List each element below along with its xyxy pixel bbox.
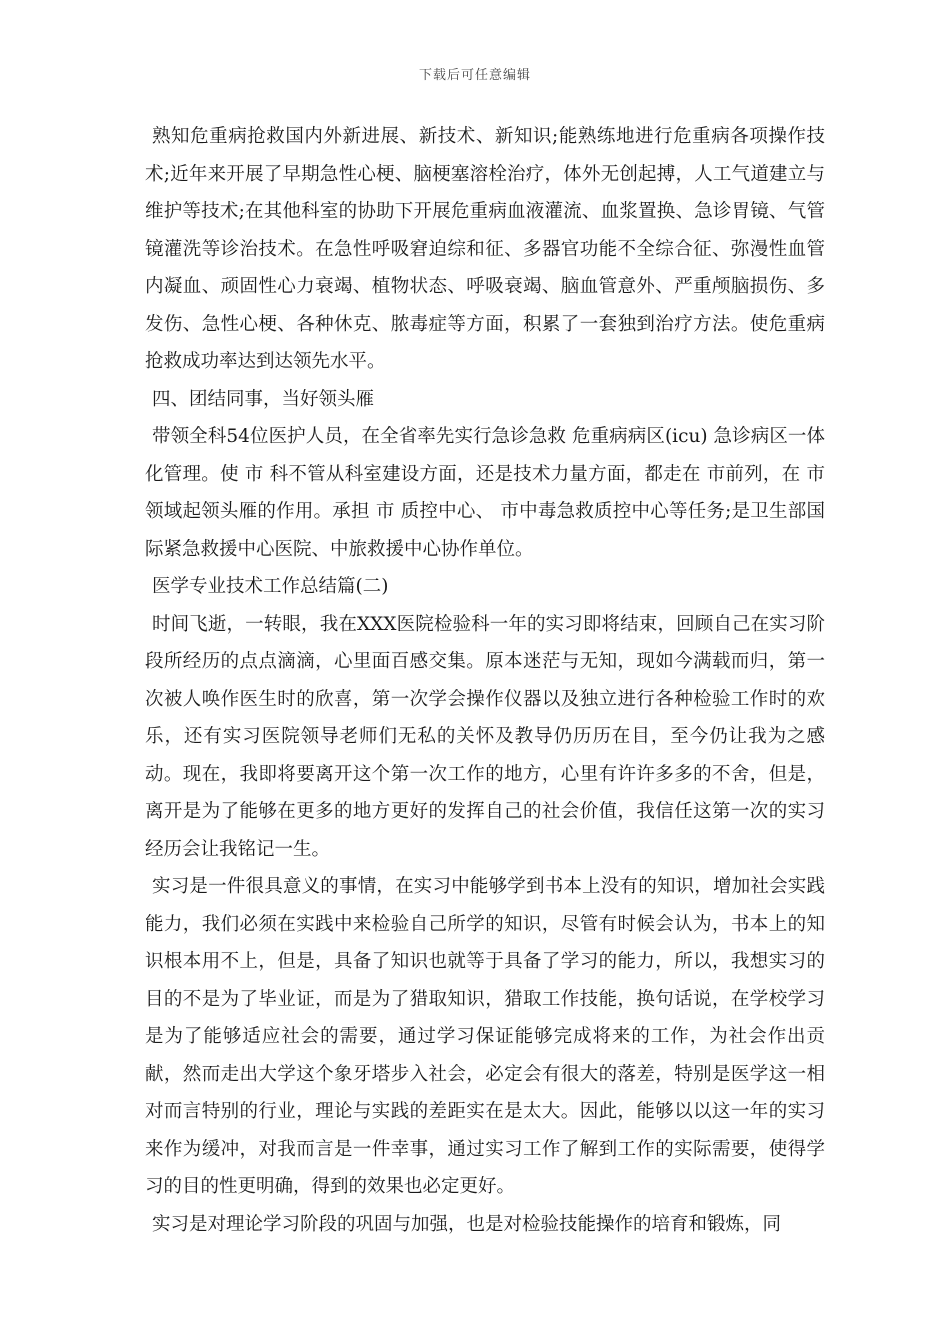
- paragraph-internship-reflection: 时间飞逝，一转眼，我在XXX医院检验科一年的实习即将结束，回顾自己在实习阶段所经历的点点滴滴，心里面百感交集。原本迷茫与无知，现如今满载而归，第一次被人唤作医生时的欣喜，第一次学会操作仪器以及独立进行各种检验工作时的欢乐，还有实习医院领导老师们无私的关怀及教导仍历历在目，至今仍让我为之感动。现在，我即将要离开这个第一次工作的地方，心里有许许多多的不舍，但是，离开是为了能够在更多的地方更好的发挥自己的社会价值，我信任这第一次的实习经历会让我铭记一生。: [145, 613, 825, 860]
- paragraph-internship-consolidation: 实习是对理论学习阶段的巩固与加强，也是对检验技能操作的培育和锻炼，同: [152, 1213, 782, 1235]
- section-heading-teamwork: 四、团结同事，当好领头雁: [152, 388, 375, 410]
- paragraph-critical-care-skills: 熟知危重病抢救国内外新进展、新技术、新知识;能熟练地进行危重病各项操作技术;近年来开展了早期急性心梗、脑梗塞溶栓治疗，体外无创起搏，人工气道建立与维护等技术;在其他科室的协助下开展危重病血液灌流、血浆置换、急诊胃镜、气管镜灌洗等诊治技术。在急性呼吸窘迫综和征、多器官功能不全综合征、弥漫性血管内凝血、顽固性心力衰竭、植物状态、呼吸衰竭、脑血管意外、严重颅脑损伤、多发伤、急性心梗、各种休克、脓毒症等方面，积累了一套独到治疗方法。使危重病抢救成功率达到达领先水平。: [145, 126, 825, 372]
- paragraph-team-leadership: 带领全科54位医护人员，在全省率先实行急诊急救 危重病病区(icu) 急诊病区一体化管理。使 市 科不管从科室建设方面，还是技术力量方面，都走在 市前列，在 市 领域起领头雁的作用。承担 市 质控中心、 市中毒急救质控中心等任务;是卫生部国际紧急救援中心医院、中旅救援中心协作单位。: [145, 426, 825, 560]
- document-body: [145, 118, 825, 1243]
- article-title-part-two: 医学专业技术工作总结篇(二): [152, 576, 389, 597]
- paragraph-internship-meaning: 实习是一件很具意义的事情，在实习中能够学到书本上没有的知识，增加社会实践能力，我们必须在实践中来检验自己所学的知识，尽管有时候会认为，书本上的知识根本用不上，但是，具备了知识也就等于具备了学习的能力，所以，我想实习的目的不是为了毕业证，而是为了猎取知识，猎取工作技能，换句话说，在学校学习是为了能够适应社会的需要，通过学习保证能够完成将来的工作，为社会作出贡献，然而走出大学这个象牙塔步入社会，必定会有很大的落差，特别是医学这一相对而言特别的行业，理论与实践的差距实在是太大。因此，能够以以这一年的实习来作为缓冲，对我而言是一件幸事，通过实习工作了解到工作的实际需要，使得学习的目的性更明确，得到的效果也必定更好。: [145, 876, 825, 1197]
- header-note: 下载后可任意编辑: [418, 68, 531, 83]
